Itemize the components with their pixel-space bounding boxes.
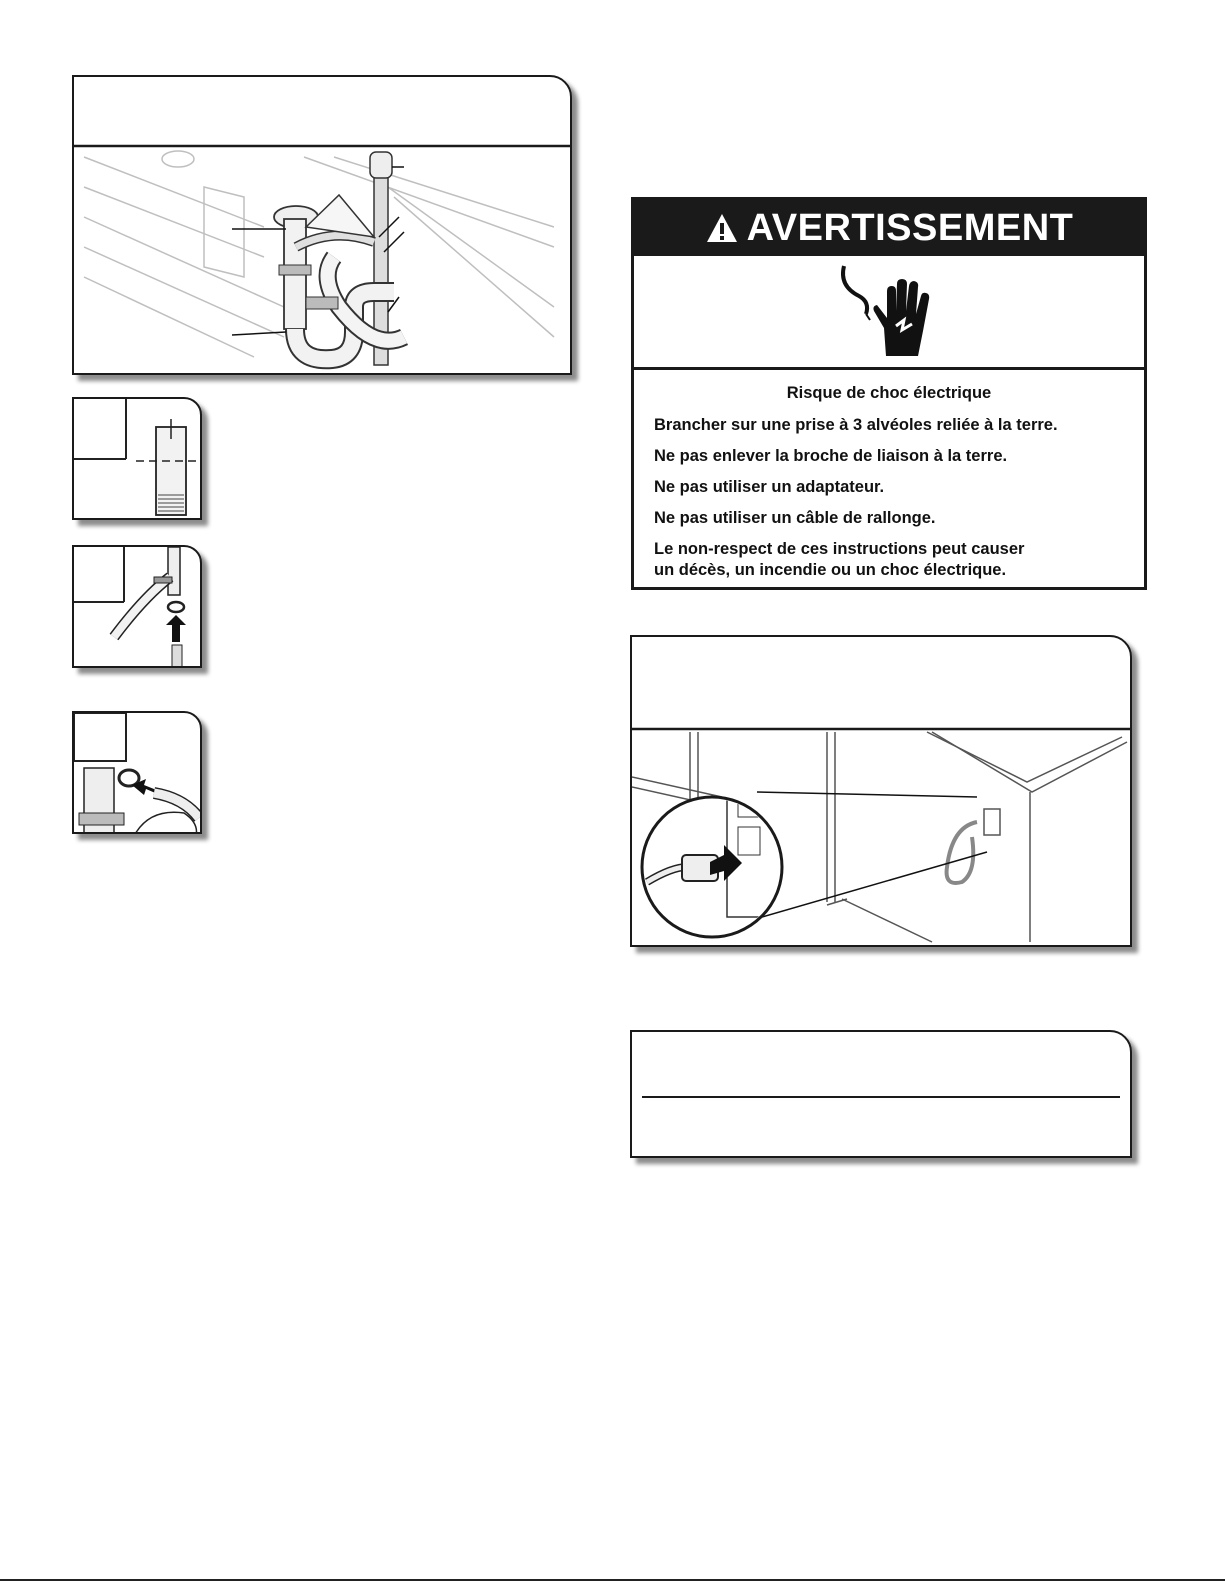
power-outlet-panel [630, 635, 1132, 947]
warning-symbol-area [634, 256, 1144, 370]
drain-connection-illustration [74, 713, 202, 834]
warning-consequence-line-2: un décès, un incendie ou un choc électrique. [654, 561, 1007, 579]
hose-attach-illustration [74, 547, 202, 668]
footer-rule [0, 1579, 1225, 1581]
warning-consequence-line-1: Le non-respect de ces instructions peut causer [654, 540, 1025, 558]
drain-connection-panel [72, 711, 202, 834]
empty-info-panel [630, 1030, 1132, 1158]
hose-cut-panel [72, 397, 202, 520]
warning-title: Risque de choc électrique [786, 384, 992, 402]
warning-header-text: AVERTISSEMENT [746, 206, 1074, 249]
hose-attach-panel [72, 545, 202, 668]
warning-body [634, 370, 1144, 587]
drain-illustration-panel [72, 75, 572, 375]
panel-divider [642, 1096, 1120, 1098]
power-outlet-illustration [632, 637, 1132, 947]
warning-line: Ne pas utiliser un adaptateur. [654, 478, 885, 496]
warning-line: Ne pas utiliser un câble de rallonge. [654, 509, 936, 527]
electrical-shock-warning [631, 197, 1147, 590]
electric-shock-hand-icon [634, 256, 1144, 367]
warning-triangle-icon [705, 212, 739, 244]
drain-hose-illustration [74, 77, 572, 375]
warning-line: Brancher sur une prise à 3 alvéoles reliée à la terre. [654, 416, 1058, 434]
warning-line: Ne pas enlever la broche de liaison à la terre. [654, 447, 1008, 465]
hose-cut-illustration [74, 399, 202, 520]
warning-header [634, 200, 1144, 256]
